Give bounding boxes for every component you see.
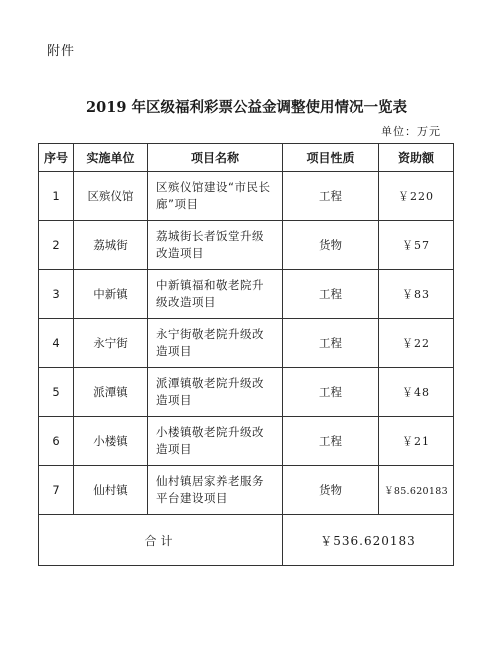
- table-row: [39, 466, 454, 515]
- project-name: 仙村镇居家养老服务平台建设项目: [148, 466, 283, 515]
- funding-amount: ￥220: [379, 172, 454, 221]
- project-name: 小楼镇敬老院升级改造项目: [148, 417, 283, 466]
- funding-amount: ￥57: [379, 221, 454, 270]
- row-number: 3: [39, 270, 74, 319]
- table-row: [39, 221, 454, 270]
- implementing-unit: 永宁街: [74, 319, 148, 368]
- project-nature: 货物: [283, 221, 379, 270]
- implementing-unit: 小楼镇: [74, 417, 148, 466]
- column-header-unit: 实施单位: [74, 144, 148, 172]
- project-nature: 工程: [283, 368, 379, 417]
- row-number: 5: [39, 368, 74, 417]
- implementing-unit: 仙村镇: [74, 466, 148, 515]
- funding-amount: ￥21: [379, 417, 454, 466]
- table-row: [39, 270, 454, 319]
- project-nature: 货物: [283, 466, 379, 515]
- attachment-label: 附件: [47, 44, 76, 59]
- column-header-amount: 资助额: [379, 144, 454, 172]
- row-number: 4: [39, 319, 74, 368]
- unit-note: 单位：万元: [381, 125, 441, 138]
- funding-amount: ￥48: [379, 368, 454, 417]
- funding-amount: ￥83: [379, 270, 454, 319]
- funding-table: [38, 143, 454, 566]
- project-name: 永宁街敬老院升级改造项目: [148, 319, 283, 368]
- project-nature: 工程: [283, 417, 379, 466]
- project-name: 中新镇福和敬老院升级改造项目: [148, 270, 283, 319]
- project-name: 区殡仪馆建设“市民长廊”项目: [148, 172, 283, 221]
- funding-amount: ￥22: [379, 319, 454, 368]
- total-row: [39, 515, 454, 566]
- project-name: 派潭镇敬老院升级改造项目: [148, 368, 283, 417]
- column-header-no: 序号: [39, 144, 74, 172]
- document-title: 2019 年区级福利彩票公益金调整使用情况一览表: [86, 99, 407, 116]
- table-header-row: [39, 144, 454, 172]
- row-number: 1: [39, 172, 74, 221]
- implementing-unit: 区殡仪馆: [74, 172, 148, 221]
- implementing-unit: 荔城街: [74, 221, 148, 270]
- row-number: 7: [39, 466, 74, 515]
- total-amount: ￥536.620183: [283, 515, 454, 566]
- table-row: [39, 368, 454, 417]
- row-number: 2: [39, 221, 74, 270]
- project-nature: 工程: [283, 172, 379, 221]
- project-nature: 工程: [283, 319, 379, 368]
- total-label: 合计: [39, 515, 283, 566]
- implementing-unit: 中新镇: [74, 270, 148, 319]
- column-header-project: 项目名称: [148, 144, 283, 172]
- table-row: [39, 172, 454, 221]
- row-number: 6: [39, 417, 74, 466]
- implementing-unit: 派潭镇: [74, 368, 148, 417]
- table-row: [39, 319, 454, 368]
- table-row: [39, 417, 454, 466]
- project-name: 荔城街长者饭堂升级改造项目: [148, 221, 283, 270]
- column-header-nature: 项目性质: [283, 144, 379, 172]
- project-nature: 工程: [283, 270, 379, 319]
- funding-amount: ￥85.620183: [379, 466, 454, 515]
